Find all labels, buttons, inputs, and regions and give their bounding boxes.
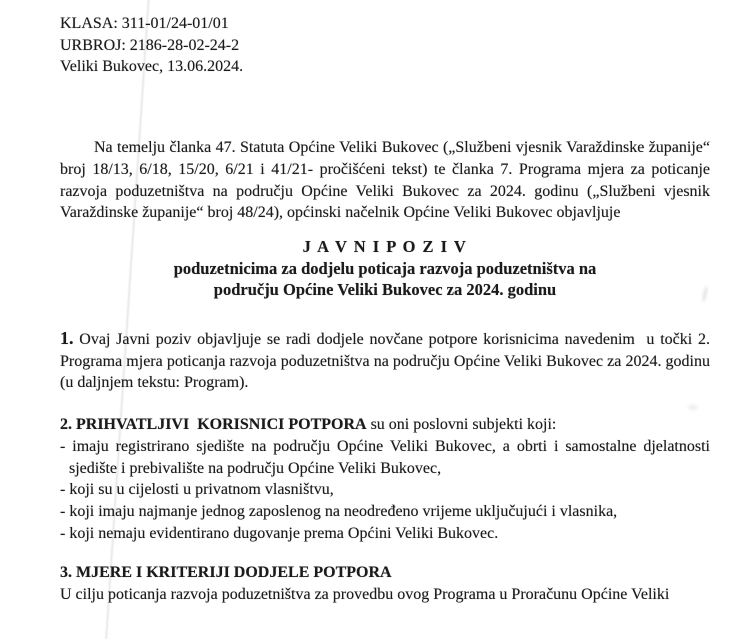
document-subtitle-line2: području Općine Veliki Bukovec za 2024. godinu [213, 280, 557, 300]
urbroj-line: URBROJ: 2186-28-02-24-2 [60, 36, 240, 54]
title-block [60, 236, 710, 301]
section-1-paragraph [60, 328, 714, 394]
section-3-heading: 3. MJERE I KRITERIJI DODJELE POTPORA [60, 564, 392, 582]
section-2 [60, 414, 710, 544]
section-3-paragraph: U cilju poticanja razvoja poduzetništva za provedbu ovog Programa u Proračunu Općine Veliki [60, 586, 670, 604]
intro-paragraph: Na temelju članka 47. Statuta Općine Veliki Bukovec („Službeni vjesnik Varaždinske županije“ broj 18/13, 6/18, 15/20, 6/21 i 41/21- pročišćeni tekst) te članka 7. Programa mjera za poticanje razvoja poduzetništva na području Općine Veliki Bukovec za 2024. godinu („Službeni vjesnik Varaždinske županije“ broj 48/24), općinski načelnik Općine Veliki Bukovec objavljuje [60, 139, 710, 222]
eligibility-criterion: - koji imaju najmanje jednog zaposlenog na neodređeno vrijeme uključujući i vlasnika, [60, 502, 618, 520]
eligibility-criterion: - koji su u cijelosti u privatnom vlasništvu, [60, 481, 334, 499]
section-2-heading [60, 414, 710, 436]
section-2-heading-rest: su oni poslovni subjekti koji: [366, 416, 557, 434]
document-subtitle-line1: poduzetnicima za dodjelu poticaja razvoja poduzetništva na [173, 258, 597, 278]
eligibility-criterion: - imaju registrirano sjedište na području Općine Veliki Bukovec, a obrti i samostalne djelatnosti sjedište i prebivalište na području Općine Veliki Bukovec, [60, 437, 710, 477]
eligibility-criteria-list [60, 436, 710, 545]
section-1-number: 1. [60, 328, 74, 349]
section-1-text: Ovaj Javni poziv objavljuje se radi dodjele novčane potpore korisnicima navedenim u točki 2. Programa mjera poticanja razvoja poduzetništva na području Općine Veliki Bukovec za 2024. godinu (u daljnjem tekstu: Program). [60, 331, 714, 392]
place-date-line: Veliki Bukovec, 13.06.2024. [60, 58, 244, 76]
section-3 [60, 562, 710, 605]
section-2-heading-bold: 2. PRIHVATLJIVI KORISNICI POTPORA [60, 416, 367, 434]
document-header [60, 13, 710, 78]
document-title: J A V N I P O Z I V [302, 236, 468, 256]
eligibility-criterion: - koji nemaju evidentirano dugovanje prema Općini Veliki Bukovec. [60, 524, 499, 542]
klasa-line: KLASA: 311-01/24-01/01 [60, 15, 229, 32]
